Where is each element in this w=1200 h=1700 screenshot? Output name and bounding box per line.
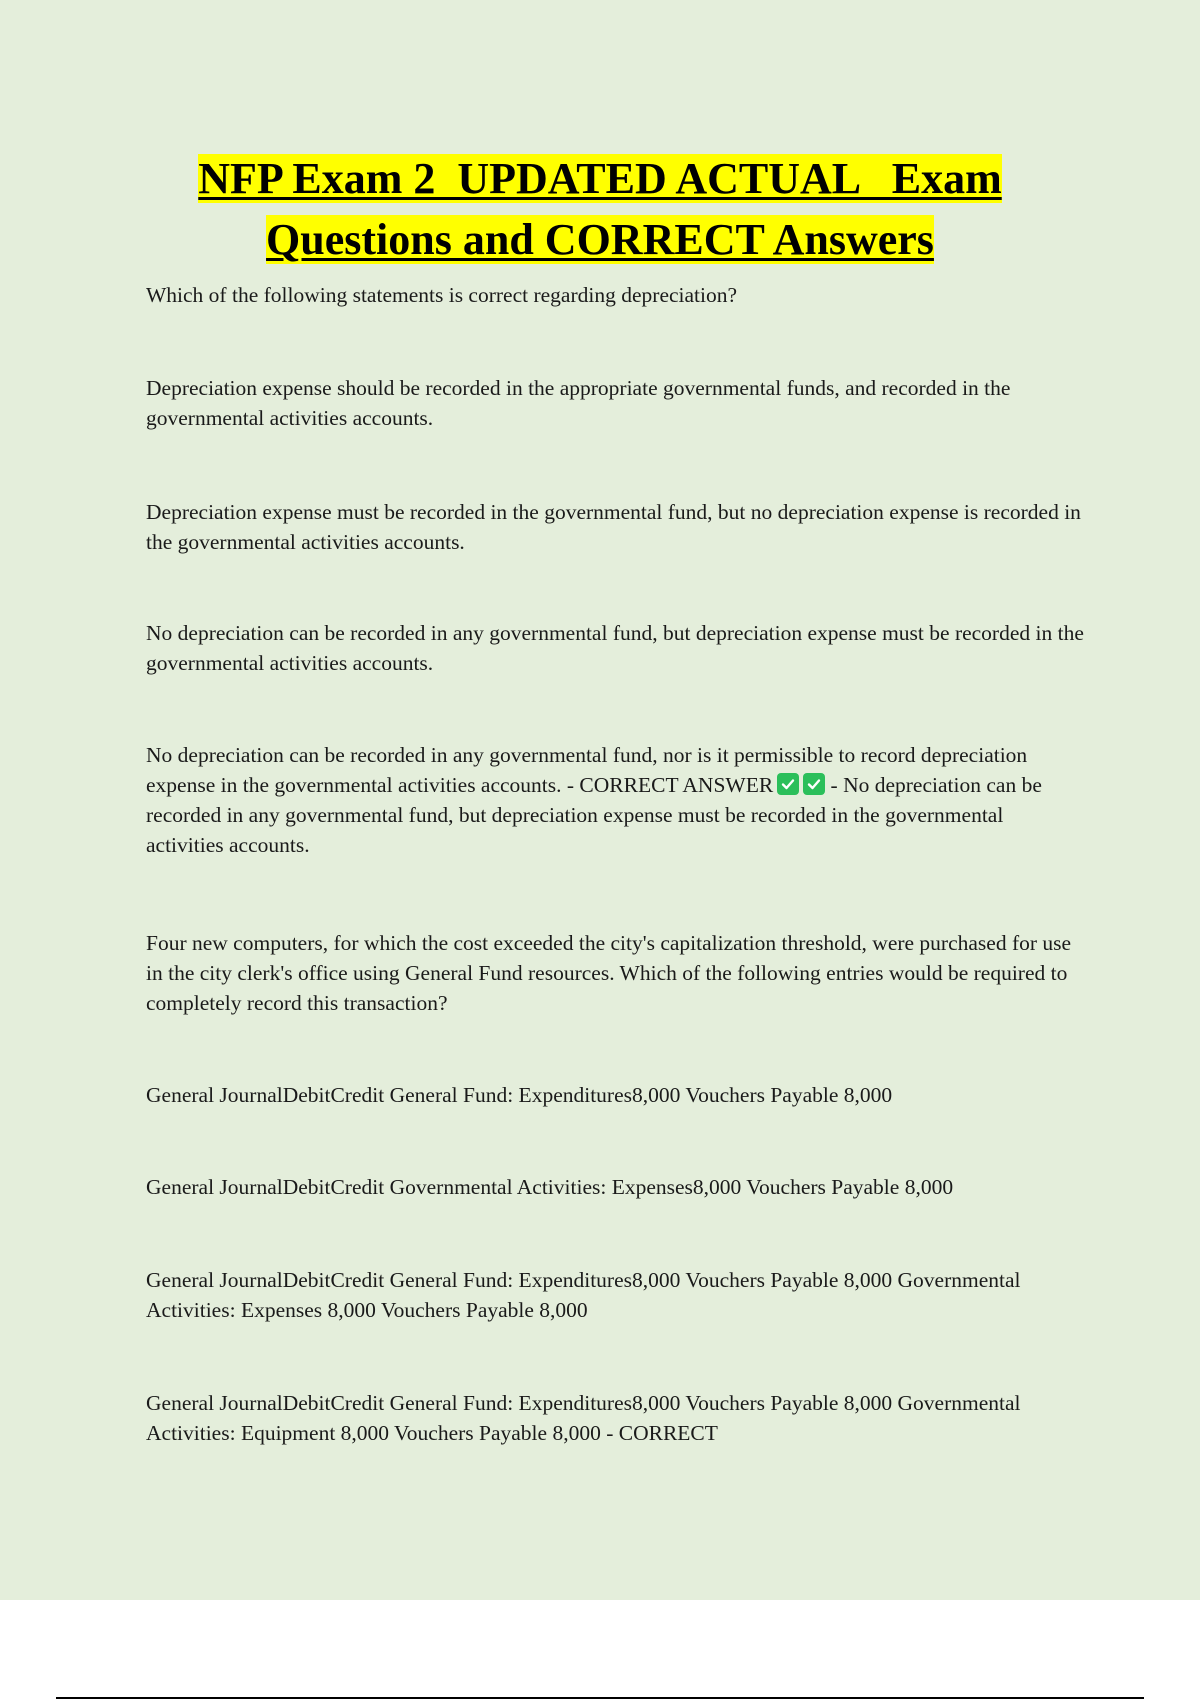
title-line-2: Questions and CORRECT Answers xyxy=(266,215,934,264)
option-1a: Depreciation expense should be recorded in the appropriate governmental funds, and recorded in the governmental activities accounts. xyxy=(146,376,1011,430)
title-line-1: NFP Exam 2 UPDATED ACTUAL Exam xyxy=(198,154,1002,203)
check-mark-icon xyxy=(803,773,825,795)
option-1b: Depreciation expense must be recorded in the governmental fund, but no depreciation expense is recorded in the governmental activities accounts. xyxy=(146,500,1081,554)
option-1c: No depreciation can be recorded in any governmental fund, but depreciation expense must be recorded in the governmental activities accounts. xyxy=(146,621,1084,675)
check-mark-icon xyxy=(777,773,799,795)
answer-option-text: No depreciation can be recorded in any governmental fund, nor is it permissible to record depreciation expense in the governmental activities accounts. - CORRECT ANSWER xyxy=(146,743,1028,797)
option-2b: General JournalDebitCredit Governmental Activities: Expenses8,000 Vouchers Payable 8,000 xyxy=(146,1175,954,1199)
question-2-text: Four new computers, for which the cost exceeded the city's capitalization threshold, were purchased for use in the city clerk's office using General Fund resources. Which of the following entries would be required to completely record this transaction? xyxy=(146,931,1072,1015)
question-1-text: Which of the following statements is correct regarding depreciation? xyxy=(146,283,738,307)
option-2a: General JournalDebitCredit General Fund: Expenditures8,000 Vouchers Payable 8,000 xyxy=(146,1083,893,1107)
option-2d-correct: General JournalDebitCredit General Fund: Expenditures8,000 Vouchers Payable 8,000 Governmental Activities: Equipment 8,000 Vouchers Payable 8,000 - CORRECT xyxy=(146,1391,1021,1445)
correct-answer-text: - No depreciation can be recorded in any governmental fund, but depreciation expense must be recorded in the governmental activities accounts. xyxy=(146,773,1042,857)
option-2c: General JournalDebitCredit General Fund: Expenditures8,000 Vouchers Payable 8,000 Governmental Activities: Expenses 8,000 Vouchers Payable 8,000 xyxy=(146,1268,1021,1322)
footer-divider xyxy=(56,1697,1144,1699)
document-title xyxy=(120,148,1080,270)
option-1d-with-answer xyxy=(146,740,1086,860)
